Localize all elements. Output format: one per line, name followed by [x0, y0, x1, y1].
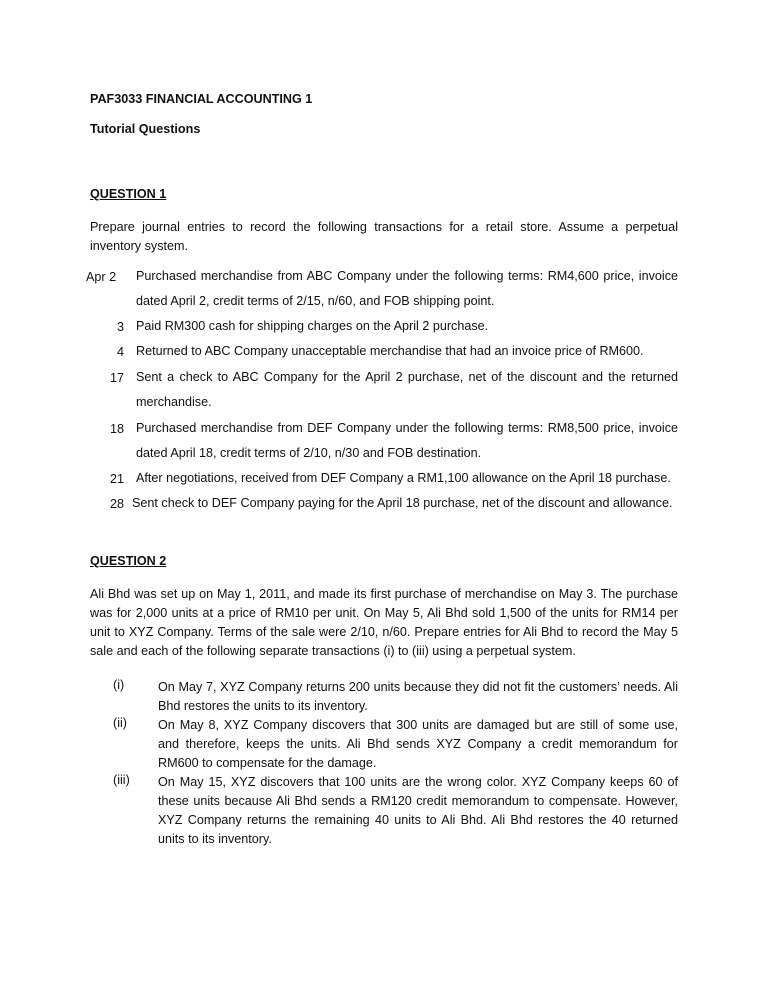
- question-1-heading: QUESTION 1: [90, 187, 167, 201]
- sub-question-text: On May 8, XYZ Company discovers that 300 units are damaged but are still of some use, and therefore, keeps the units. Ali Bhd sends XYZ Company a credit memorandum for RM600 to compensate for the damage.: [158, 718, 678, 770]
- transaction-date: Apr 2: [86, 270, 117, 284]
- course-title: PAF3033 FINANCIAL ACCOUNTING 1: [90, 92, 313, 106]
- question-1-intro: Prepare journal entries to record the following transactions for a retail store. Assume a perpetual inventory system.: [90, 220, 678, 253]
- transaction-date: 3: [116, 320, 124, 334]
- transaction-text: Sent check to DEF Company paying for the April 18 purchase, net of the discount and allowance.: [132, 496, 673, 510]
- transaction-date: 18: [109, 422, 124, 436]
- sub-question-label: (ii): [113, 716, 127, 730]
- transaction-text: Returned to ABC Company unacceptable merchandise that had an invoice price of RM600.: [136, 344, 644, 358]
- transaction-text: Sent a check to ABC Company for the April 2 purchase, net of the discount and the returned merchandise.: [136, 370, 678, 409]
- transaction-date: 28: [109, 497, 124, 511]
- transaction-text: After negotiations, received from DEF Company a RM1,100 allowance on the April 18 purchase.: [136, 471, 671, 485]
- transaction-text: Paid RM300 cash for shipping charges on the April 2 purchase.: [136, 319, 489, 333]
- sub-question-text: On May 7, XYZ Company returns 200 units because they did not fit the customers’ needs. Ali Bhd restores the units to its inventory.: [158, 680, 678, 713]
- sub-question-label: (iii): [113, 773, 130, 787]
- document-subtitle: Tutorial Questions: [90, 122, 201, 136]
- transaction-date: 17: [109, 371, 124, 385]
- transaction-text: Purchased merchandise from DEF Company under the following terms: RM8,500 price, invoice dated April 18, credit terms of 2/10, n/30 and FOB destination.: [136, 421, 678, 460]
- transaction-date: 21: [109, 472, 124, 486]
- question-2-intro: Ali Bhd was set up on May 1, 2011, and made its first purchase of merchandise on May 3. The purchase was for 2,000 units at a price of RM10 per unit. On May 5, Ali Bhd sold 1,500 of the units for RM14 per unit to XYZ Company. Terms of the sale were 2/10, n/60. Prepare entries for Ali Bhd to record the May 5 sale and each of the following separate transactions (i) to (iii) using a perpetual system.: [90, 587, 678, 658]
- sub-question-text: On May 15, XYZ discovers that 100 units are the wrong color. XYZ Company keeps 60 of these units because Ali Bhd sends a RM120 credit memorandum to compensate. However, XYZ Company returns the remaining 40 units to Ali Bhd. Ali Bhd restores the 40 returned units to its inventory.: [158, 775, 678, 846]
- question-2-heading: QUESTION 2: [90, 554, 167, 568]
- sub-question-label: (i): [113, 678, 125, 692]
- transaction-date: 4: [116, 345, 124, 359]
- transaction-text: Purchased merchandise from ABC Company under the following terms: RM4,600 price, invoice dated April 2, credit terms of 2/15, n/60, and FOB shipping point.: [136, 269, 678, 308]
